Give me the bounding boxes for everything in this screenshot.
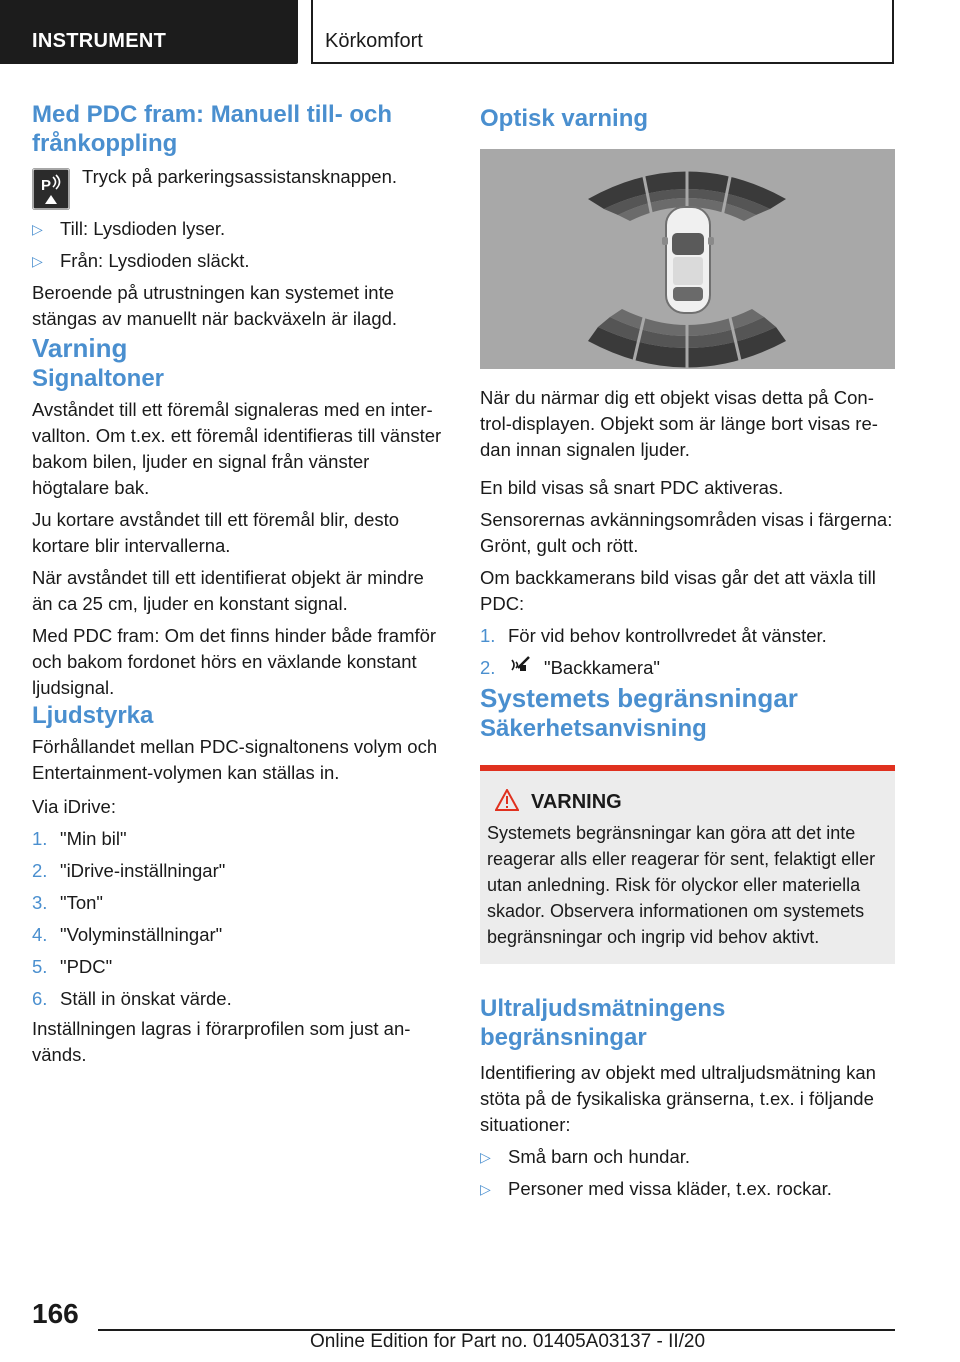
volume-paragraph: Via iDrive: bbox=[32, 796, 116, 817]
safety-heading: Säkerhetsanvisning bbox=[480, 715, 707, 742]
signal-paragraph: Med PDC fram: Om det finns hinder både framför och bakom fordonet hörs en växlande konstant ljudsignal. bbox=[32, 625, 437, 698]
ultrasound-paragraph: Identifiering av objekt med ultraljudsmätning kan stöta på de fysikaliska gränserna, t.ex. i följande situationer: bbox=[480, 1062, 876, 1135]
warning-label: VARNING bbox=[531, 791, 622, 813]
warning-triangle-icon bbox=[495, 789, 519, 816]
triangle-bullet-icon: ▷ bbox=[480, 1149, 491, 1165]
step-number: 2. bbox=[480, 657, 496, 678]
step-number: 5. bbox=[32, 956, 48, 977]
step-number: 2. bbox=[32, 860, 48, 881]
car-top-view bbox=[662, 207, 714, 313]
page-number: 166 bbox=[32, 1298, 79, 1329]
left-column bbox=[32, 100, 446, 1068]
step-text: "Backkamera" bbox=[544, 657, 660, 678]
triangle-bullet-icon: ▷ bbox=[32, 221, 43, 237]
list-item bbox=[32, 954, 446, 980]
volume-paragraph: Inställningen lagras i förarprofilen som just används. bbox=[32, 1018, 411, 1065]
manual-note: Beroende på utrustningen kan systemet inte stängas av manuellt när backväxeln är ilagd. bbox=[32, 282, 398, 329]
list-item bbox=[480, 623, 895, 649]
camera-steps bbox=[480, 623, 895, 682]
warning-box bbox=[480, 765, 895, 964]
state-list bbox=[32, 216, 446, 274]
signal-paragraph: Ju kortare avståndet till ett föremål blir, desto kortare blir intervallerna. bbox=[32, 509, 400, 556]
svg-text:P: P bbox=[41, 177, 52, 194]
varning-heading: Varning bbox=[32, 333, 128, 363]
list-item-text: Små barn och hundar. bbox=[508, 1146, 691, 1167]
manual-heading: Med PDC fram: Manuell till- och frånkoppling bbox=[32, 101, 393, 157]
list-item-text: Från: Lysdioden släckt. bbox=[60, 250, 250, 271]
list-item-text: Personer med vissa kläder, t.ex. rockar. bbox=[508, 1178, 832, 1199]
triangle-bullet-icon: ▷ bbox=[32, 253, 43, 269]
triangle-bullet-icon: ▷ bbox=[480, 1181, 491, 1197]
optical-paragraph: Sensorernas avkänningsområden visas i färgerna: Grönt, gult och rött. bbox=[480, 509, 893, 556]
header-chapter-label: Körkomfort bbox=[325, 30, 423, 52]
signal-paragraph: När avståndet till ett identifierat objekt är mindre än ca 25 cm, ljuder en konstant signal. bbox=[32, 567, 424, 614]
optical-paragraph: När du närmar dig ett objekt visas detta på Control-displayen. Objekt som är länge bort visas redan innan signalen ljuder. bbox=[480, 387, 878, 460]
pdc-button-row bbox=[32, 168, 446, 210]
ultrasound-heading: Ultraljudsmätningens begränsningar bbox=[480, 995, 726, 1051]
warning-title-row bbox=[487, 789, 887, 816]
list-item bbox=[480, 655, 895, 682]
step-text: "Ton" bbox=[60, 892, 103, 913]
step-text: "PDC" bbox=[60, 956, 113, 977]
volume-heading: Ljudstyrka bbox=[32, 702, 154, 729]
list-item bbox=[32, 890, 446, 916]
button-instruction: Tryck på parkeringsassistansknappen. bbox=[82, 166, 397, 187]
limits-heading: Systemets begränsningar bbox=[480, 683, 798, 713]
header-section-label: INSTRUMENT bbox=[32, 30, 167, 52]
list-item bbox=[32, 216, 446, 242]
step-text: "iDrive-inställningar" bbox=[60, 860, 226, 881]
list-item bbox=[32, 826, 446, 852]
header-section-tab bbox=[0, 0, 298, 64]
list-item-text: Till: Lysdioden lyser. bbox=[60, 218, 226, 239]
right-column bbox=[480, 100, 895, 1202]
list-item bbox=[32, 858, 446, 884]
step-number: 6. bbox=[32, 988, 48, 1009]
step-text: För vid behov kontrollvredet åt vänster. bbox=[508, 625, 827, 646]
step-text: "Volyminställningar" bbox=[60, 924, 223, 945]
ultrasound-list bbox=[480, 1144, 895, 1202]
pdc-display-image bbox=[480, 149, 895, 369]
warning-text: Systemets begränsningar kan göra att det inte reagerar alls eller reagerar för sent, felaktigt eller utan anledning. Risk för olyckor eller materiella skador. Observera informationen om systemets begränsningar och ingrip vid behov aktivt. bbox=[487, 823, 876, 947]
step-number: 1. bbox=[480, 625, 496, 646]
header-chapter-frame bbox=[311, 0, 894, 64]
parking-assist-button-icon bbox=[32, 168, 70, 210]
optical-paragraph: En bild visas så snart PDC aktiveras. bbox=[480, 477, 784, 498]
list-item bbox=[32, 922, 446, 948]
list-item bbox=[32, 986, 446, 1012]
footer-edition: Online Edition for Part no. 01405A03137 - II/20 bbox=[310, 1331, 706, 1352]
step-number: 4. bbox=[32, 924, 48, 945]
list-item bbox=[480, 1144, 895, 1170]
signal-heading: Signaltoner bbox=[32, 365, 165, 392]
optical-paragraph: Om backkamerans bild visas går det att växla till PDC: bbox=[480, 567, 876, 614]
step-number: 3. bbox=[32, 892, 48, 913]
list-item bbox=[480, 1176, 895, 1202]
step-number: 1. bbox=[32, 828, 48, 849]
step-text: "Min bil" bbox=[60, 828, 127, 849]
optical-heading: Optisk varning bbox=[480, 105, 649, 132]
volume-steps bbox=[32, 826, 446, 1012]
volume-paragraph: Förhållandet mellan PDC-signaltonens volym och Entertainment-volymen kan ställas in. bbox=[32, 736, 438, 783]
step-text: Ställ in önskat värde. bbox=[60, 988, 232, 1009]
pdc-toggle-icon bbox=[508, 655, 530, 682]
list-item bbox=[32, 248, 446, 274]
signal-paragraph: Avståndet till ett föremål signaleras med en intervallton. Om t.ex. ett föremål identifieras till vänster bakom bilen, ljuder en signal från vänster högtalare bak. bbox=[32, 399, 442, 498]
